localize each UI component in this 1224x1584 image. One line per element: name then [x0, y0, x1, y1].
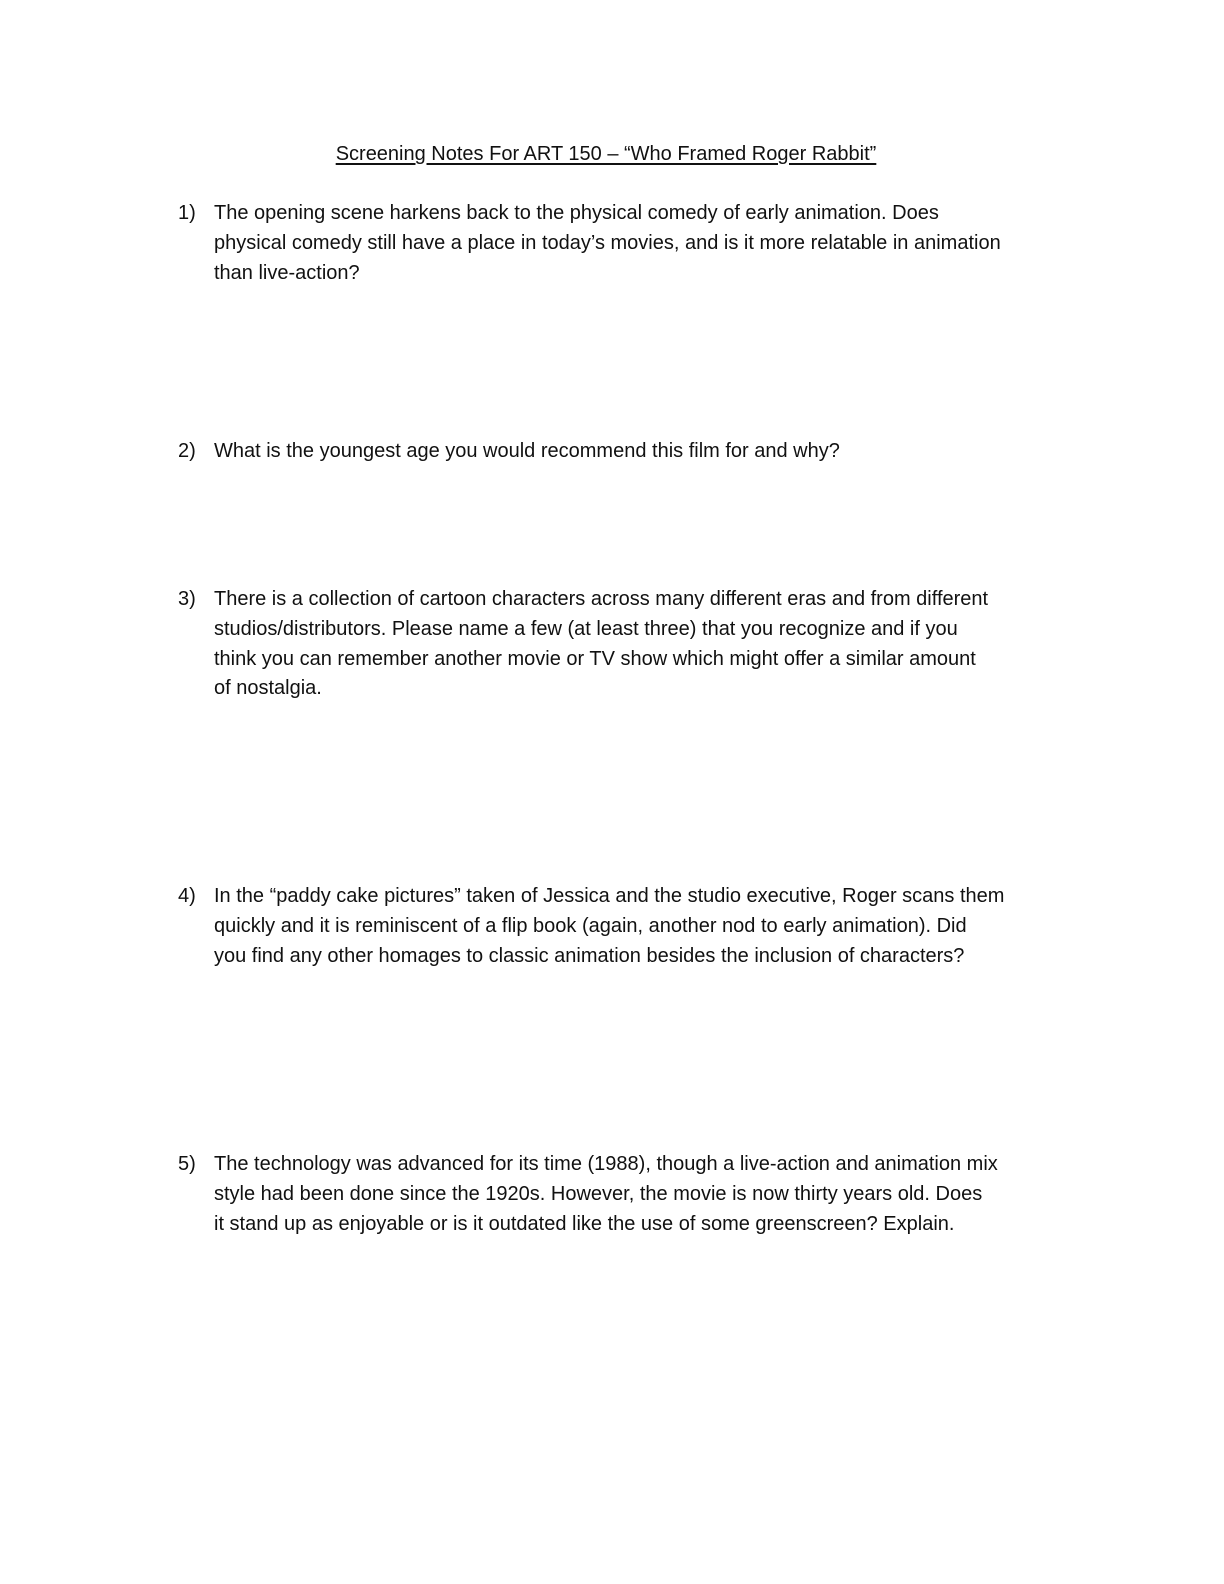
- question-number: 5): [178, 1153, 196, 1175]
- question-text: [214, 1150, 1074, 1239]
- question-line: than live-action?: [214, 261, 360, 284]
- question-line: of nostalgia.: [214, 677, 322, 700]
- question-line: style had been done since the 1920s. However, the movie is now thirty years old. Does: [214, 1182, 983, 1205]
- question-number: 3): [178, 588, 196, 610]
- question-line: studios/distributors. Please name a few (at least three) that you recognize and if you: [214, 617, 958, 640]
- question-number: 1): [178, 202, 196, 224]
- question-line: it stand up as enjoyable or is it outdated like the use of some greenscreen? Explain.: [214, 1212, 955, 1235]
- question-line: What is the youngest age you would recommend this film for and why?: [214, 440, 840, 462]
- question-number: 4): [178, 885, 196, 907]
- question-text: [214, 882, 1074, 971]
- question-text: [214, 199, 1074, 288]
- question-line: physical comedy still have a place in today’s movies, and is it more relatable in animation: [214, 231, 1001, 254]
- question-line: you find any other homages to classic animation besides the inclusion of characters?: [214, 944, 965, 967]
- question-line: quickly and it is reminiscent of a flip book (again, another nod to early animation). Did: [214, 914, 967, 937]
- question-text: [214, 437, 1074, 467]
- document-title: Screening Notes For ART 150 – “Who Framed Roger Rabbit”: [335, 143, 877, 165]
- question-number: 2): [178, 440, 196, 462]
- question-line: In the “paddy cake pictures” taken of Jessica and the studio executive, Roger scans them: [214, 885, 1005, 907]
- question-line: The opening scene harkens back to the physical comedy of early animation. Does: [214, 202, 939, 224]
- question-text: [214, 585, 1074, 704]
- question-line: There is a collection of cartoon characters across many different eras and from different: [214, 588, 989, 610]
- question-line: The technology was advanced for its time (1988), though a live-action and animation mix: [214, 1153, 998, 1175]
- question-line: think you can remember another movie or TV show which might offer a similar amount: [214, 647, 976, 670]
